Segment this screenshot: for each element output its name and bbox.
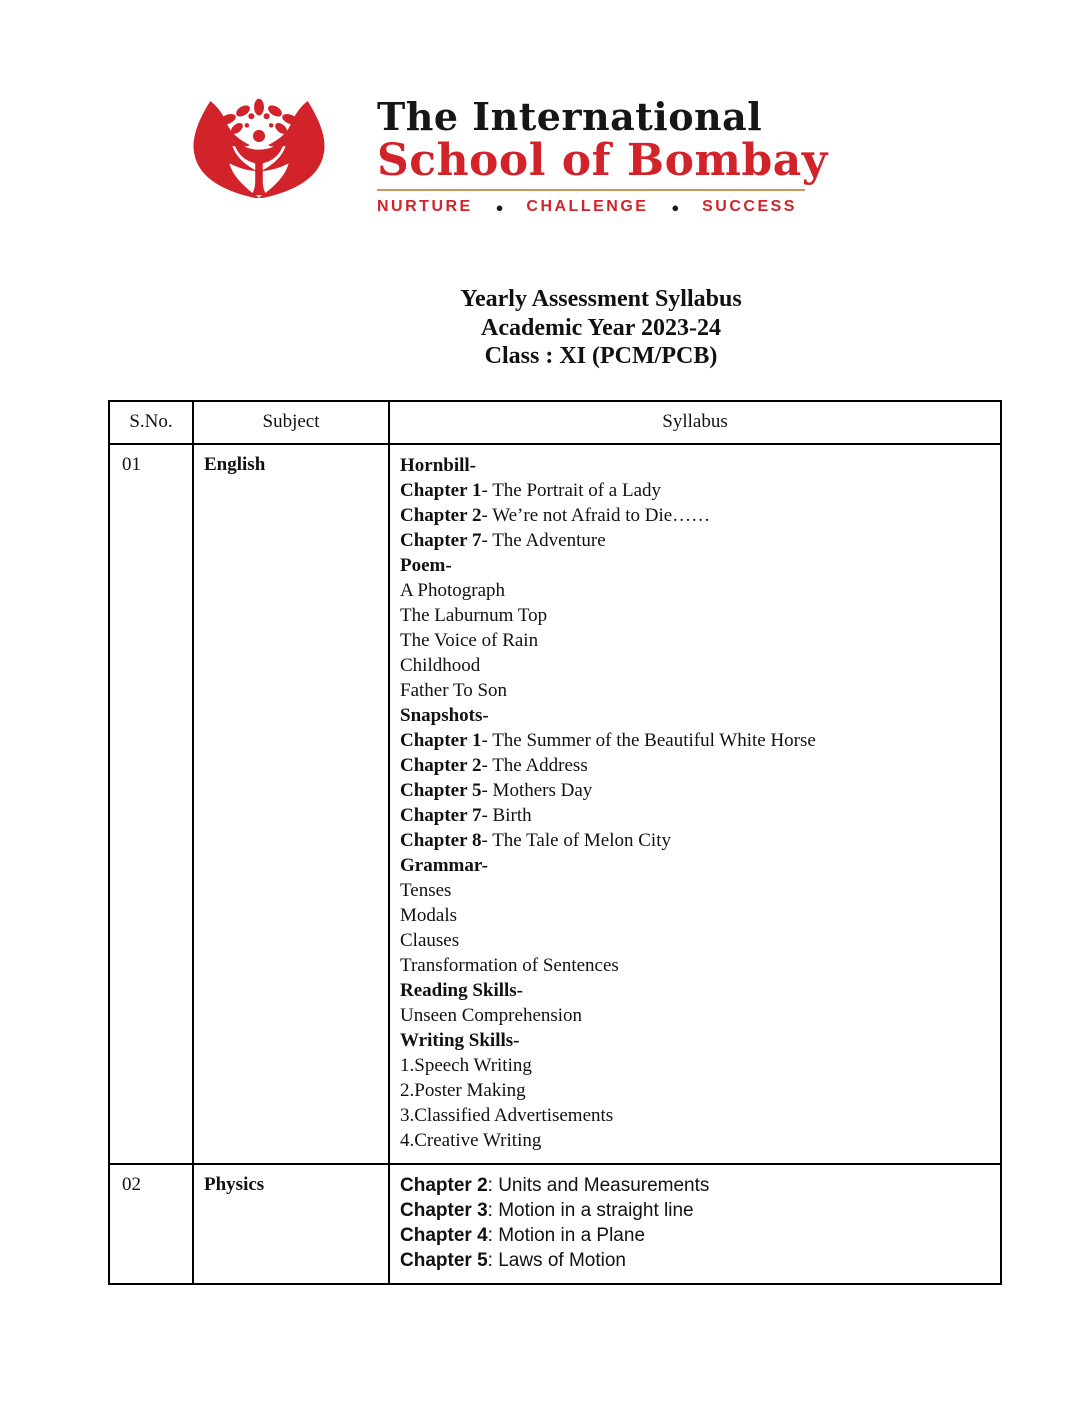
header-syllabus: Syllabus bbox=[389, 401, 1001, 444]
syllabus-line: Chapter 3: Motion in a straight line bbox=[400, 1200, 694, 1221]
syllabus-line: Chapter 5- Mothers Day bbox=[400, 780, 593, 801]
syllabus-line: Chapter 2- We’re not Afraid to Die…… bbox=[400, 505, 711, 526]
syllabus-line: Grammar- bbox=[400, 855, 488, 876]
table-row bbox=[109, 1164, 1001, 1284]
syllabus-line: The Voice of Rain bbox=[400, 630, 539, 651]
syllabus-line: Chapter 7- Birth bbox=[400, 805, 532, 826]
row-serial-number: 02 bbox=[109, 1164, 193, 1284]
syllabus-line: Chapter 5: Laws of Motion bbox=[400, 1250, 626, 1271]
syllabus-line: Chapter 7- The Adventure bbox=[400, 530, 606, 551]
syllabus-line: Poem- bbox=[400, 555, 452, 576]
syllabus-line: Clauses bbox=[400, 930, 460, 951]
row-serial-number: 01 bbox=[109, 444, 193, 1164]
syllabus-line: Modals bbox=[400, 905, 457, 926]
syllabus-line: The Laburnum Top bbox=[400, 605, 548, 626]
school-logo bbox=[183, 94, 828, 216]
syllabus-line: 4.Creative Writing bbox=[400, 1130, 542, 1151]
syllabus-line: Transformation of Sentences bbox=[400, 955, 619, 976]
row-syllabus-content bbox=[389, 1164, 1001, 1284]
syllabus-line: Tenses bbox=[400, 880, 452, 901]
syllabus-line: 1.Speech Writing bbox=[400, 1055, 532, 1076]
syllabus-line: Chapter 2: Units and Measurements bbox=[400, 1175, 710, 1196]
syllabus-line: Chapter 1- The Summer of the Beautiful White Horse bbox=[400, 730, 816, 751]
logo-tagline bbox=[377, 198, 797, 216]
title-line-class: Class : XI (PCM/PCB) bbox=[484, 343, 718, 369]
school-logo-text bbox=[377, 94, 828, 216]
tagline-word-success: SUCCESS bbox=[702, 198, 797, 215]
syllabus-line: Chapter 4: Motion in a Plane bbox=[400, 1225, 646, 1246]
syllabus-line: 2.Poster Making bbox=[400, 1080, 526, 1101]
logo-divider bbox=[377, 189, 805, 191]
row-subject: English bbox=[193, 444, 389, 1164]
row-subject: Physics bbox=[193, 1164, 389, 1284]
title-line-academic-year: Academic Year 2023-24 bbox=[481, 314, 721, 341]
tagline-bullet-icon: ● bbox=[671, 199, 680, 215]
tagline-bullet-icon: ● bbox=[495, 199, 504, 215]
title-line-syllabus: Yearly Assessment Syllabus bbox=[460, 286, 742, 312]
syllabus-line: Writing Skills- bbox=[400, 1030, 520, 1051]
school-logo-icon bbox=[183, 96, 335, 214]
syllabus-line: Childhood bbox=[400, 655, 481, 676]
syllabus-line: Chapter 1- The Portrait of a Lady bbox=[400, 480, 662, 501]
tagline-word-challenge: CHALLENGE bbox=[526, 198, 649, 215]
syllabus-line: 3.Classified Advertisements bbox=[400, 1105, 614, 1126]
table-row bbox=[109, 444, 1001, 1164]
syllabus-line: Father To Son bbox=[400, 680, 508, 701]
syllabus-line: Chapter 8- The Tale of Melon City bbox=[400, 830, 671, 851]
syllabus-table-body bbox=[109, 444, 1001, 1284]
syllabus-line: Snapshots- bbox=[400, 705, 489, 726]
tagline-word-nurture: NURTURE bbox=[377, 198, 473, 215]
header-subject: Subject bbox=[193, 401, 389, 444]
row-syllabus-content bbox=[389, 444, 1001, 1164]
syllabus-line: Hornbill- bbox=[400, 455, 477, 476]
syllabus-line: A Photograph bbox=[400, 580, 506, 601]
school-name-line2: School of Bombay bbox=[377, 135, 828, 186]
syllabus-line: Chapter 2- The Address bbox=[400, 755, 588, 776]
syllabus-line: Reading Skills- bbox=[400, 980, 524, 1001]
syllabus-table bbox=[108, 400, 1002, 1285]
document-title-block bbox=[214, 285, 988, 371]
header-sno: S.No. bbox=[109, 401, 193, 444]
school-name-line1: The International bbox=[377, 94, 763, 139]
table-header-row bbox=[109, 401, 1001, 444]
syllabus-line: Unseen Comprehension bbox=[400, 1005, 583, 1026]
